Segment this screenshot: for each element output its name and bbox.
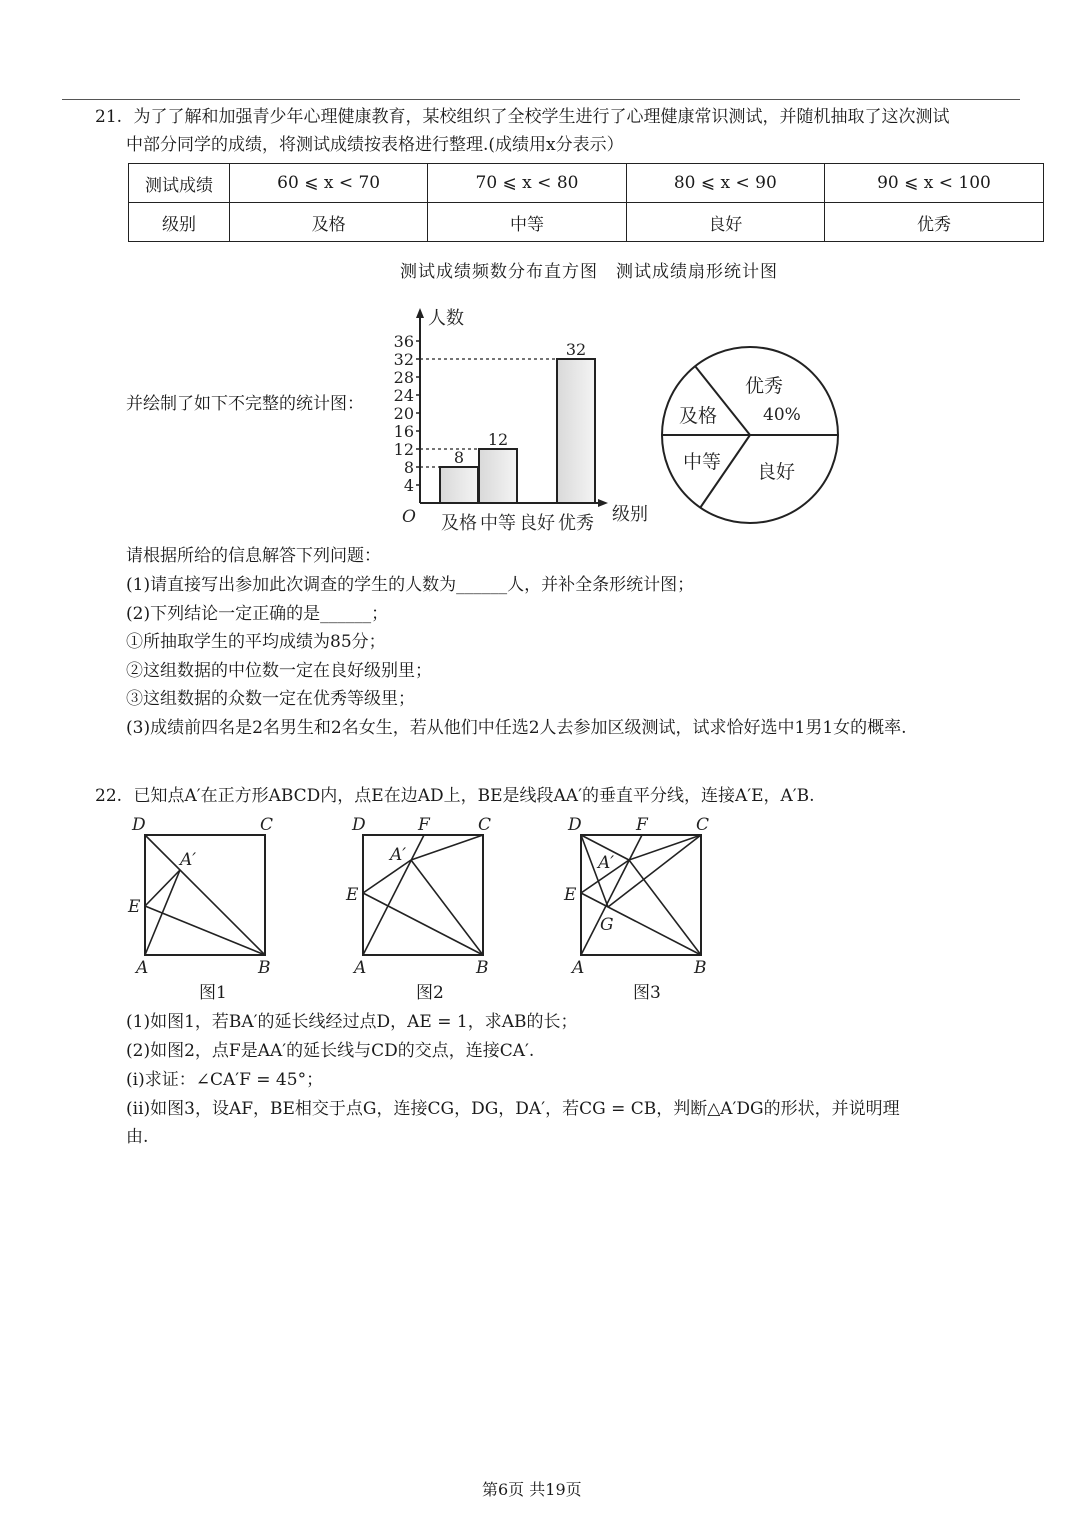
point-label: E [564, 885, 577, 905]
table-cell: 及格 [230, 203, 428, 242]
point-label: B [258, 958, 271, 978]
q22-question: 由. [126, 1127, 149, 1147]
point-label: A′ [180, 850, 197, 870]
origin-label: O [402, 507, 416, 527]
q21-number: 21. [95, 107, 123, 127]
figure-2 [338, 808, 508, 978]
page-footer: 第6页 共19页 [482, 1480, 582, 1499]
bar [440, 467, 478, 503]
y-tick-label: 16 [393, 422, 414, 441]
bar [479, 449, 517, 503]
y-tick-label: 8 [403, 458, 414, 477]
table-cell: 中等 [428, 203, 626, 242]
x-axis-label: 级别 [612, 504, 648, 525]
point-label: B [476, 958, 489, 978]
bar-chart [380, 300, 670, 540]
point-label: A [354, 958, 367, 978]
point-label: F [636, 815, 648, 835]
point-label: D [568, 815, 582, 835]
point-label: A [136, 958, 149, 978]
figure-3 [556, 808, 726, 978]
point-label: D [352, 815, 366, 835]
bar-value-label: 8 [453, 448, 465, 467]
point-label: C [478, 815, 492, 835]
point-label: D [132, 815, 146, 835]
bar-value-label: 32 [565, 340, 587, 359]
point-label: F [418, 815, 430, 835]
q22-question: (1)如图1，若BA′的延长线经过点D，AE = 1，求AB的长； [126, 1012, 578, 1032]
table-row [129, 164, 1044, 203]
point-label: A [572, 958, 585, 978]
point-label: B [694, 958, 707, 978]
figure-3-caption: 图3 [633, 983, 661, 1003]
x-category-label: 优秀 [558, 513, 594, 534]
q21-question: (3)成绩前四名是2名男生和2名女生，若从他们中任选2人去参加区级测试，试求恰好选中1男1女的概率. [126, 718, 907, 738]
q22-question: (i)求证：∠CA′F = 45°； [126, 1070, 324, 1090]
y-axis-label: 人数 [428, 308, 464, 329]
top-rule [62, 99, 1020, 100]
x-category-label: 中等 [480, 513, 516, 534]
q21-text-line1: 为了了解和加强青少年心理健康教育，某校组织了全校学生进行了心理健康常识测试，并随机抽取了这次测试 [133, 107, 950, 127]
q21-line1 [95, 105, 949, 129]
table-cell: 测试成绩 [129, 164, 230, 203]
pie-slice-label-excellent: 优秀 [745, 375, 784, 397]
table-cell: 优秀 [824, 203, 1043, 242]
table-row [129, 203, 1044, 242]
point-label: A′ [390, 845, 407, 865]
q21-question: (1)请直接写出参加此次调查的学生的人数为______人，并补全条形统计图； [126, 575, 695, 595]
figure-1 [120, 808, 290, 978]
figure-2-caption: 图2 [416, 983, 444, 1003]
q21-question: 请根据所给的信息解答下列问题： [126, 546, 381, 566]
q22-question: (2)如图2，点F是AA′的延长线与CD的交点，连接CA′. [126, 1041, 535, 1061]
x-category-label: 良好 [519, 513, 555, 534]
x-axis-arrow-icon [598, 499, 608, 507]
q22-number: 22. [95, 786, 123, 806]
y-axis-arrow-icon [416, 308, 424, 318]
point-label: G [600, 915, 614, 935]
y-tick-label: 32 [393, 350, 414, 369]
point-label: E [346, 885, 359, 905]
table-cell: 70 ⩽ x < 80 [428, 164, 626, 203]
point-label: A′ [598, 853, 615, 873]
point-label: E [128, 897, 141, 917]
table-cell: 良好 [626, 203, 824, 242]
bar-value-label: 12 [487, 430, 509, 449]
table-cell: 60 ⩽ x < 70 [230, 164, 428, 203]
q22-line [95, 784, 815, 808]
intro-text: 并绘制了如下不完整的统计图： [126, 394, 364, 414]
bar [557, 359, 595, 503]
y-tick-label: 36 [393, 332, 414, 351]
y-tick-label: 12 [393, 440, 414, 459]
y-tick-label: 20 [393, 404, 414, 423]
q22-statement: 已知点A′在正方形ABCD内，点E在边AD上，BE是线段AA′的垂直平分线，连接A′E，A′B. [133, 786, 815, 806]
grade-table [128, 163, 1044, 242]
pie-slice-value-excellent: 40% [763, 405, 801, 425]
x-category-label: 及格 [441, 513, 477, 534]
y-tick-label: 24 [393, 386, 414, 405]
q21-question: (2)下列结论一定正确的是______； [126, 604, 389, 624]
pie-chart [655, 340, 845, 530]
point-label: C [260, 815, 274, 835]
pie-slice-label-good: 良好 [757, 461, 796, 483]
table-cell: 80 ⩽ x < 90 [626, 164, 824, 203]
y-tick-label: 28 [393, 368, 414, 387]
pie-slice-label-pass: 及格 [679, 405, 718, 427]
q21-question: ②这组数据的中位数一定在良好级别里； [126, 661, 432, 681]
q21-question: ③这组数据的众数一定在优秀等级里； [126, 689, 415, 709]
chart-titles: 测试成绩频数分布直方图 测试成绩扇形统计图 [400, 262, 778, 282]
point-label: C [696, 815, 710, 835]
table-cell: 级别 [129, 203, 230, 242]
q21-question: ①所抽取学生的平均成绩为85分； [126, 632, 386, 652]
figure-1-caption: 图1 [199, 983, 227, 1003]
q21-text-line2: 中部分同学的成绩，将测试成绩按表格进行整理.(成绩用x分表示） [126, 135, 624, 155]
table-cell: 90 ⩽ x < 100 [824, 164, 1043, 203]
y-tick-label: 4 [403, 476, 414, 495]
pie-slice-label-medium: 中等 [683, 451, 722, 473]
q22-question: (ii)如图3，设AF，BE相交于点G，连接CG，DG，DA′，若CG = CB，判断△A′DG的形状，并说明理 [126, 1099, 900, 1119]
